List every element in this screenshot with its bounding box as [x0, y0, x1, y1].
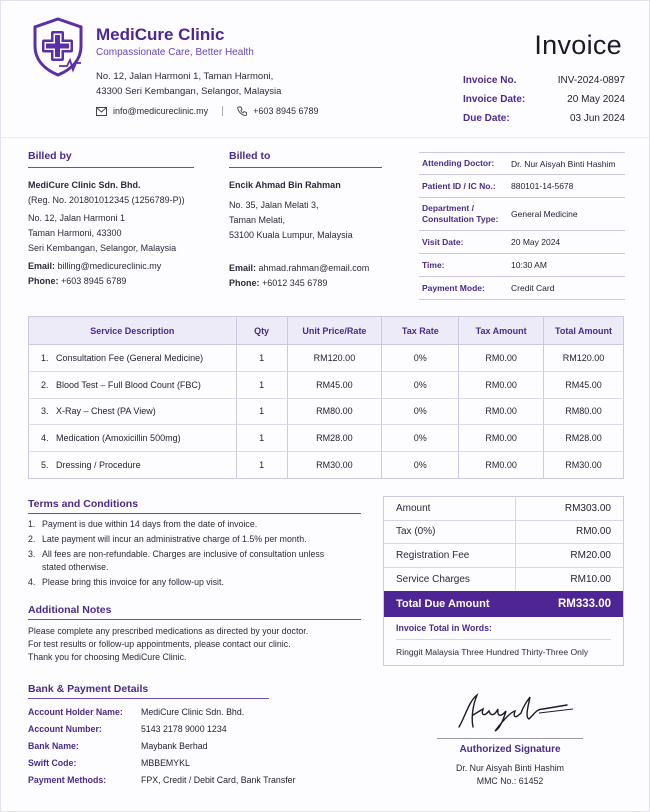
totals-column-divider — [515, 496, 516, 590]
visit-info-value: 10:30 AM — [511, 260, 547, 270]
notes-line: Please complete any prescribed medications as directed by your doctor. — [28, 626, 309, 636]
visit-info-table — [419, 152, 625, 300]
term-number: 4. — [28, 577, 36, 587]
terms-title: Terms and Conditions — [28, 498, 139, 510]
total-due-row — [384, 591, 623, 617]
service-name: Blood Test – Full Blood Count (FBC) — [56, 379, 201, 390]
tax-amount-cell: RM0.00 — [459, 452, 544, 479]
tax-rate-cell: 0% — [382, 345, 459, 372]
totals-value: RM0.00 — [575, 526, 611, 538]
notes-line: For test results or follow-up appointments, please contact our clinic. — [28, 639, 291, 649]
term-text: All fees are non-refundable. Charges are inclusive of consultation unless stated otherwise. — [42, 549, 325, 572]
column-header: Tax Rate — [382, 317, 459, 345]
billed-by-company: MediCure Clinic Sdn. Bhd. — [28, 180, 141, 190]
row-number: 3. — [41, 406, 49, 417]
totals-row — [384, 521, 623, 545]
services-table — [28, 316, 624, 479]
term-text: Late payment will incur an administrative charge of 1.5% per month. — [42, 534, 307, 544]
term-text: Please bring this invoice for any follow-up visit. — [42, 577, 224, 587]
visit-info-row — [419, 231, 625, 254]
unit-price-cell: RM45.00 — [287, 371, 382, 398]
tax-amount-cell: RM0.00 — [459, 371, 544, 398]
billed-by-phone: +603 8945 6789 — [61, 276, 127, 286]
bank-row — [28, 741, 208, 751]
service-name: Dressing / Procedure — [56, 460, 141, 471]
bank-label: Bank Name: — [28, 741, 79, 751]
tax-rate-cell: 0% — [382, 425, 459, 452]
visit-info-label: Visit Date: — [422, 236, 464, 247]
total-amount-cell: RM45.00 — [544, 371, 624, 398]
totals-row — [384, 568, 623, 592]
invoice-title: Invoice — [534, 30, 622, 60]
service-name: Consultation Fee (General Medicine) — [56, 352, 204, 363]
bank-row — [28, 775, 296, 785]
clinic-contact — [96, 106, 319, 116]
invoice-date-row — [463, 94, 625, 105]
row-number: 1. — [41, 352, 49, 363]
bank-label: Payment Methods: — [28, 775, 107, 785]
row-number: 4. — [41, 433, 49, 444]
signature-line — [437, 738, 583, 739]
table-row — [29, 345, 624, 372]
clinic-address-line1: No. 12, Jalan Harmoni 1, Taman Harmoni, — [96, 71, 274, 82]
table-row — [29, 371, 624, 398]
clinic-logo-icon — [29, 16, 87, 78]
bank-value: 5143 2178 9000 1234 — [141, 724, 227, 734]
billed-to-addr1: No. 35, Jalan Melati 3, — [229, 200, 319, 210]
due-date-label: Due Date: — [463, 113, 510, 124]
phone-icon — [237, 106, 247, 116]
visit-info-row — [419, 175, 625, 198]
bank-label: Account Number: — [28, 724, 102, 734]
totals-value: RM10.00 — [570, 573, 611, 585]
service-description — [29, 371, 237, 398]
bank-row — [28, 707, 244, 717]
list-item — [28, 576, 348, 589]
due-date: 03 Jun 2024 — [569, 113, 625, 124]
invoice-number: INV-2024-0897 — [557, 75, 625, 86]
qty-cell: 1 — [236, 452, 287, 479]
service-description — [29, 345, 237, 372]
unit-price-cell: RM120.00 — [287, 345, 382, 372]
total-in-words — [384, 617, 623, 665]
invoice-date-label: Invoice Date: — [463, 94, 526, 105]
qty-cell: 1 — [236, 425, 287, 452]
visit-info-row — [419, 277, 625, 300]
mail-icon — [96, 107, 107, 116]
billed-by-block — [28, 178, 218, 289]
visit-info-label: Department / Consultation Type: — [422, 203, 499, 224]
billed-to-phone: +6012 345 6789 — [262, 278, 328, 288]
totals-label: Service Charges — [396, 573, 470, 585]
unit-price-cell: RM80.00 — [287, 398, 382, 425]
total-amount-cell: RM120.00 — [544, 345, 624, 372]
signature-title: Authorized Signature — [459, 744, 561, 755]
total-due-label: Total Due Amount — [396, 598, 490, 610]
billed-to-addr2: Taman Melati, — [229, 215, 286, 225]
qty-cell: 1 — [236, 345, 287, 372]
totals-label: Amount — [396, 502, 431, 514]
signature-mmc: MMC No.: 61452 — [476, 776, 544, 786]
notes-line: Thank you for choosing MediCure Clinic. — [28, 652, 187, 662]
visit-info-row — [419, 152, 625, 175]
totals-value: RM303.00 — [564, 502, 611, 514]
table-row — [29, 425, 624, 452]
visit-info-value: 20 May 2024 — [511, 237, 561, 247]
bank-value: MBBEMYKL — [141, 758, 190, 768]
due-date-row — [463, 113, 625, 124]
services-header-row — [29, 317, 624, 345]
visit-info-label: Payment Mode: — [422, 282, 485, 293]
term-number: 1. — [28, 519, 36, 529]
visit-info-label: Patient ID / IC No.: — [422, 180, 496, 191]
tax-amount-cell: RM0.00 — [459, 345, 544, 372]
column-header: Tax Amount — [459, 317, 544, 345]
bank-value: FPX, Credit / Debit Card, Bank Transfer — [141, 775, 296, 785]
billed-to-underline — [229, 167, 382, 168]
column-header: Qty — [236, 317, 287, 345]
billed-by-email: billing@medicureclinic.my — [57, 261, 162, 271]
column-header: Unit Price/Rate — [287, 317, 382, 345]
clinic-name: MediCure Clinic — [96, 25, 225, 44]
bank-row — [28, 758, 190, 768]
unit-price-cell: RM30.00 — [287, 452, 382, 479]
billed-to-phone-label: Phone: — [229, 278, 260, 288]
invoice-number-row — [463, 75, 625, 86]
column-header: Total Amount — [544, 317, 624, 345]
service-name: Medication (Amoxicillin 500mg) — [56, 433, 181, 444]
billed-by-addr3: Seri Kembangan, Selangor, Malaysia — [28, 243, 177, 253]
clinic-address-line2: 43300 Seri Kembangan, Selangor, Malaysia — [96, 86, 282, 97]
totals-value: RM20.00 — [570, 549, 611, 561]
qty-cell: 1 — [236, 398, 287, 425]
billed-by-addr2: Taman Harmoni, 43300 — [28, 228, 122, 238]
clinic-address — [96, 69, 281, 99]
invoice-date: 20 May 2024 — [567, 94, 625, 105]
list-item — [28, 533, 348, 546]
tax-rate-cell: 0% — [382, 371, 459, 398]
table-row — [29, 398, 624, 425]
visit-info-label: Attending Doctor: — [422, 158, 495, 168]
clinic-email: info@medicureclinic.my — [113, 106, 209, 116]
totals-row — [384, 497, 623, 521]
list-item — [28, 518, 348, 531]
billed-to-email: ahmad.rahman@email.com — [258, 263, 370, 273]
bank-value: Maybank Berhad — [141, 741, 208, 751]
term-number: 2. — [28, 534, 36, 544]
list-item — [28, 548, 348, 574]
totals-label: Tax (0%) — [396, 526, 436, 538]
tax-rate-cell: 0% — [382, 398, 459, 425]
bank-underline — [28, 698, 269, 699]
terms-list — [28, 518, 348, 591]
tax-amount-cell: RM0.00 — [459, 425, 544, 452]
column-header: Service Description — [29, 317, 237, 345]
bank-title: Bank & Payment Details — [28, 683, 149, 695]
billed-by-phone-label: Phone: — [28, 276, 59, 286]
service-description — [29, 398, 237, 425]
billed-by-email-label: Email: — [28, 261, 56, 271]
row-number: 2. — [41, 379, 49, 390]
bank-value: MediCure Clinic Sdn. Bhd. — [141, 707, 245, 717]
notes-underline — [28, 619, 361, 620]
tax-rate-cell: 0% — [382, 452, 459, 479]
header-divider — [1, 137, 650, 138]
totals-label: Registration Fee — [396, 549, 470, 561]
qty-cell: 1 — [236, 371, 287, 398]
unit-price-cell: RM28.00 — [287, 425, 382, 452]
clinic-tagline: Compassionate Care, Better Health — [96, 47, 254, 58]
totals-box — [383, 496, 624, 666]
visit-info-value: General Medicine — [511, 209, 578, 219]
total-words-label: Invoice Total in Words: — [396, 623, 492, 633]
invoice-number-label: Invoice No. — [463, 75, 517, 86]
notes-text — [28, 625, 368, 664]
service-description — [29, 425, 237, 452]
visit-info-label: Time: — [422, 259, 445, 270]
billed-by-title: Billed by — [28, 150, 72, 162]
clinic-phone: +603 8945 6789 — [253, 106, 319, 116]
total-words-divider — [396, 639, 611, 640]
totals-row — [384, 544, 623, 568]
table-row — [29, 452, 624, 479]
row-number: 5. — [41, 460, 49, 471]
handwritten-signature — [451, 687, 581, 733]
bank-row — [28, 724, 227, 734]
billed-to-name: Encik Ahmad Bin Rahman — [229, 180, 341, 190]
total-due-value: RM333.00 — [557, 598, 611, 610]
bank-label: Account Holder Name: — [28, 707, 123, 717]
visit-info-value: 880101-14-5678 — [511, 181, 574, 191]
visit-info-row — [419, 198, 625, 231]
bank-label: Swift Code: — [28, 758, 77, 768]
tax-amount-cell: RM0.00 — [459, 398, 544, 425]
billed-by-addr1: No. 12, Jalan Harmoni 1 — [28, 213, 126, 223]
billed-by-reg: (Reg. No. 201801012345 (1256789-P)) — [28, 195, 185, 205]
visit-info-value: Credit Card — [511, 283, 555, 293]
billed-to-title: Billed to — [229, 150, 271, 162]
visit-info-value: Dr. Nur Aisyah Binti Hashim — [511, 158, 616, 169]
service-description — [29, 452, 237, 479]
contact-divider — [222, 106, 223, 116]
total-amount-cell: RM30.00 — [544, 452, 624, 479]
billed-to-email-label: Email: — [229, 263, 257, 273]
term-number: 3. — [28, 549, 36, 559]
billed-to-block — [229, 178, 414, 291]
billed-by-underline — [28, 167, 194, 168]
term-text: Payment is due within 14 days from the date of invoice. — [42, 519, 258, 529]
billed-to-addr3: 53100 Kuala Lumpur, Malaysia — [229, 230, 353, 240]
signature-name: Dr. Nur Aisyah Binti Hashim — [455, 763, 565, 773]
total-amount-cell: RM80.00 — [544, 398, 624, 425]
service-name: X-Ray – Chest (PA View) — [56, 406, 156, 417]
total-words-value: Ringgit Malaysia Three Hundred Thirty-Three Only — [396, 647, 589, 657]
terms-underline — [28, 513, 361, 514]
total-amount-cell: RM28.00 — [544, 425, 624, 452]
visit-info-row — [419, 254, 625, 277]
notes-title: Additional Notes — [28, 604, 112, 616]
